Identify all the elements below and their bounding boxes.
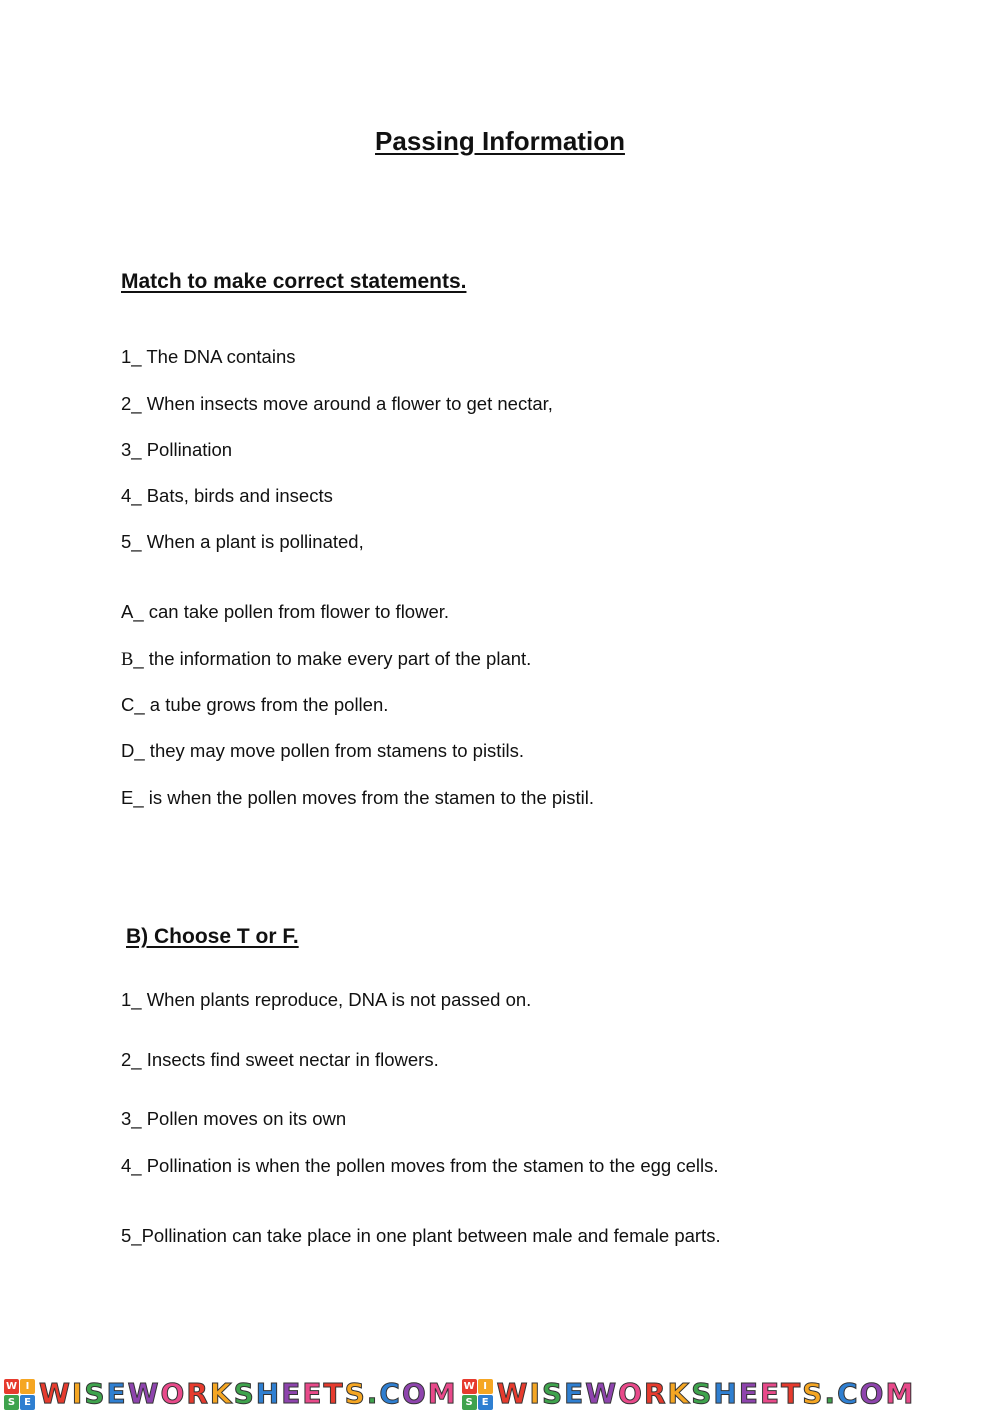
- statement-5: 5_ When a plant is pollinated,: [121, 531, 364, 552]
- ending-text: _ they may move pollen from stamens to pistils.: [134, 740, 525, 761]
- logo-letter: I: [20, 1379, 35, 1394]
- brand-char: O: [160, 1377, 187, 1410]
- brand-char: S: [233, 1377, 256, 1410]
- logo-letter: W: [463, 1380, 475, 1392]
- ending-letter: A: [121, 601, 134, 622]
- logo-letter: I: [478, 1379, 493, 1394]
- section-b-heading: B) Choose T or F.: [126, 925, 299, 948]
- brand-char: I: [71, 1377, 85, 1410]
- brand-char: .: [366, 1377, 380, 1410]
- brand-char: C: [379, 1377, 402, 1410]
- ending-c: [121, 694, 388, 716]
- statement-2: 2_ When insects move around a flower to get nectar,: [121, 393, 553, 414]
- ending-letter: C: [121, 694, 135, 715]
- ending-letter: D: [121, 740, 135, 761]
- brand-char: O: [401, 1377, 428, 1410]
- brand-char: H: [713, 1377, 739, 1410]
- brand-char: T: [323, 1377, 345, 1410]
- page-title: Passing Information: [375, 126, 625, 156]
- brand-char: S: [802, 1377, 825, 1410]
- brand-char: E: [760, 1377, 782, 1410]
- ending-letter: B: [121, 650, 134, 670]
- tf-item-4: 4_ Pollination is when the pollen moves from the stamen to the egg cells.: [121, 1155, 719, 1176]
- brand-char: S: [344, 1377, 367, 1410]
- statement-4: 4_ Bats, birds and insects: [121, 485, 333, 506]
- brand-char: K: [209, 1377, 234, 1410]
- brand-char: W: [585, 1377, 619, 1410]
- brand-text: [39, 1379, 458, 1409]
- brand-char: W: [496, 1377, 530, 1410]
- brand-char: O: [859, 1377, 886, 1410]
- ending-a: [121, 601, 449, 623]
- brand-char: W: [39, 1377, 72, 1410]
- brand-char: E: [738, 1377, 760, 1410]
- brand-char: E: [281, 1377, 303, 1410]
- tf-item-1: 1_ When plants reproduce, DNA is not passed on.: [121, 989, 532, 1010]
- statement-3: 3_ Pollination: [121, 439, 233, 460]
- logo-grid-icon: [4, 1379, 35, 1410]
- brand-char: S: [84, 1377, 107, 1410]
- watermark-logo: [4, 1379, 458, 1410]
- footer-watermark: [0, 1375, 1000, 1413]
- watermark-logo: [462, 1379, 916, 1410]
- tf-item-3: 3_ Pollen moves on its own: [121, 1108, 347, 1129]
- logo-grid-icon: [462, 1379, 493, 1410]
- brand-char: T: [781, 1377, 803, 1410]
- brand-char: E: [564, 1377, 586, 1410]
- brand-char: I: [529, 1377, 542, 1410]
- ending-letter: E: [121, 787, 134, 808]
- logo-letter: E: [478, 1395, 493, 1410]
- ending-b: [121, 648, 531, 671]
- brand-char: S: [691, 1377, 714, 1410]
- ending-text: _ a tube grows from the pollen.: [134, 694, 389, 715]
- logo-letter: S: [462, 1395, 477, 1410]
- brand-char: E: [302, 1377, 324, 1410]
- section-a-heading: Match to make correct statements.: [121, 270, 467, 293]
- brand-char: .: [824, 1377, 838, 1410]
- brand-char: S: [541, 1377, 565, 1410]
- ending-e: [121, 787, 594, 809]
- brand-text: [497, 1379, 916, 1409]
- brand-char: W: [127, 1377, 161, 1410]
- brand-char: E: [106, 1377, 128, 1410]
- tf-item-5: 5_Pollination can take place in one plant between male and female parts.: [121, 1225, 721, 1246]
- statement-1: 1_ The DNA contains: [121, 346, 296, 367]
- brand-char: R: [643, 1377, 668, 1410]
- brand-char: R: [186, 1377, 210, 1410]
- brand-char: C: [837, 1377, 860, 1410]
- ending-text: _ can take pollen from flower to flower.: [133, 601, 450, 622]
- tf-item-2: 2_ Insects find sweet nectar in flowers.: [121, 1049, 439, 1070]
- ending-text: _ the information to make every part of the plant.: [133, 648, 532, 669]
- ending-d: [121, 740, 524, 762]
- brand-char: O: [618, 1377, 644, 1410]
- logo-letter: S: [4, 1395, 19, 1410]
- brand-char: H: [255, 1377, 282, 1410]
- ending-text: _ is when the pollen moves from the stamen to the pistil.: [133, 787, 595, 808]
- brand-char: K: [667, 1377, 692, 1410]
- logo-letter: E: [20, 1395, 35, 1410]
- logo-letter: W: [5, 1380, 18, 1392]
- brand-char: M: [427, 1377, 458, 1410]
- brand-char: M: [885, 1377, 916, 1410]
